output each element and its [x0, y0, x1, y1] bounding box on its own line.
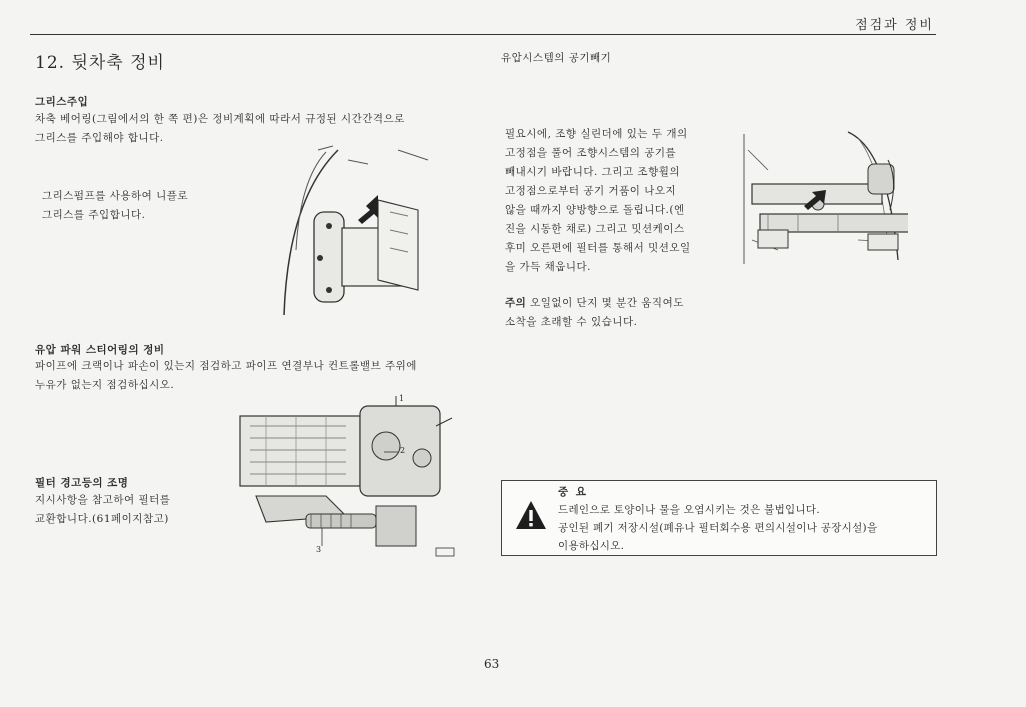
grease-pointer-arrow-icon: [358, 195, 378, 224]
grease-side-text: [42, 187, 242, 225]
filter-lamp-body-line: 지시사항을 참고하여 필터를: [35, 494, 171, 506]
air-bleed-line: 필요시에, 조향 실린더에 있는 두 개의: [505, 128, 688, 140]
warning-triangle-icon: [514, 499, 548, 531]
callout-1: 1: [399, 394, 405, 403]
caution-line: 공인된 폐기 저장시설(폐유나 필터회수용 편의시설이나 공장시설)을: [558, 522, 878, 534]
air-bleed-line: 고정점을 풀어 조향시스템의 공기를: [505, 147, 677, 159]
steering-body-line: 누유가 없는지 점검하십시오.: [35, 379, 175, 391]
grease-heading: 그리스주입: [35, 96, 89, 108]
air-bleed-body: [505, 125, 730, 277]
steering-cylinder-figure: [738, 130, 908, 270]
air-bleed-heading: 유압시스템의 공기빼기: [501, 52, 612, 64]
air-bleed-line: 않을 때까지 양방향으로 돌립니다.(엔: [505, 204, 685, 216]
air-bleed-line: 빼내시기 바랍니다. 그리고 조향휠의: [505, 166, 680, 178]
steering-heading: 유압 파워 스티어링의 정비: [35, 344, 165, 356]
steering-body: [35, 357, 495, 395]
note-line: 오일없이 단지 몇 분간 움직여도: [530, 297, 684, 309]
filter-lamp-body: [35, 491, 235, 529]
grease-body-line: 그리스를 주입해야 합니다.: [35, 132, 164, 144]
filter-assembly-figure: [236, 396, 456, 566]
caution-label: 중 요: [558, 486, 588, 498]
air-bleed-line: 진을 시동한 채로) 그리고 밋션케이스: [505, 223, 685, 235]
filter-lamp-heading: 필터 경고등의 조명: [35, 477, 129, 489]
caution-line: 이용하십시오.: [558, 540, 625, 552]
callout-3: 3: [316, 545, 322, 554]
note-line: 소착을 초래할 수 있습니다.: [505, 316, 638, 328]
axle-grease-figure: [278, 140, 438, 320]
caution-box: [501, 480, 937, 556]
filter-lamp-body-line: 교환합니다.(61페이지참고): [35, 513, 169, 525]
air-bleed-line: 후미 오른편에 필터를 통해서 밋션오일: [505, 242, 691, 254]
note-label: 주의: [505, 297, 527, 309]
air-bleed-line: 을 가득 채웁니다.: [505, 261, 592, 273]
air-bleed-note: [505, 294, 745, 332]
grease-body-line: 차축 베어링(그림에서의 한 쪽 편)은 정비계획에 따라서 규정된 시간간격으로: [35, 113, 405, 125]
grease-side-line: 그리스를 주입합니다.: [42, 209, 146, 221]
air-bleed-line: 고정점으로부터 공기 거품이 나오지: [505, 185, 677, 197]
grease-side-line: 그리스펌프를 사용하여 니플로: [42, 190, 189, 202]
header-rule: [30, 34, 936, 35]
header-title: 점검과 정비: [855, 18, 934, 33]
page-number: 63: [484, 657, 500, 671]
section-title: 12. 뒷차축 정비: [35, 53, 165, 73]
steering-body-line: 파이프에 크랙이나 파손이 있는지 점검하고 파이프 연결부나 컨트롤밸브 주위에: [35, 360, 417, 372]
callout-2: 2: [400, 446, 406, 455]
caution-line: 드레인으로 토양이나 물을 오염시키는 것은 불법입니다.: [558, 504, 821, 516]
